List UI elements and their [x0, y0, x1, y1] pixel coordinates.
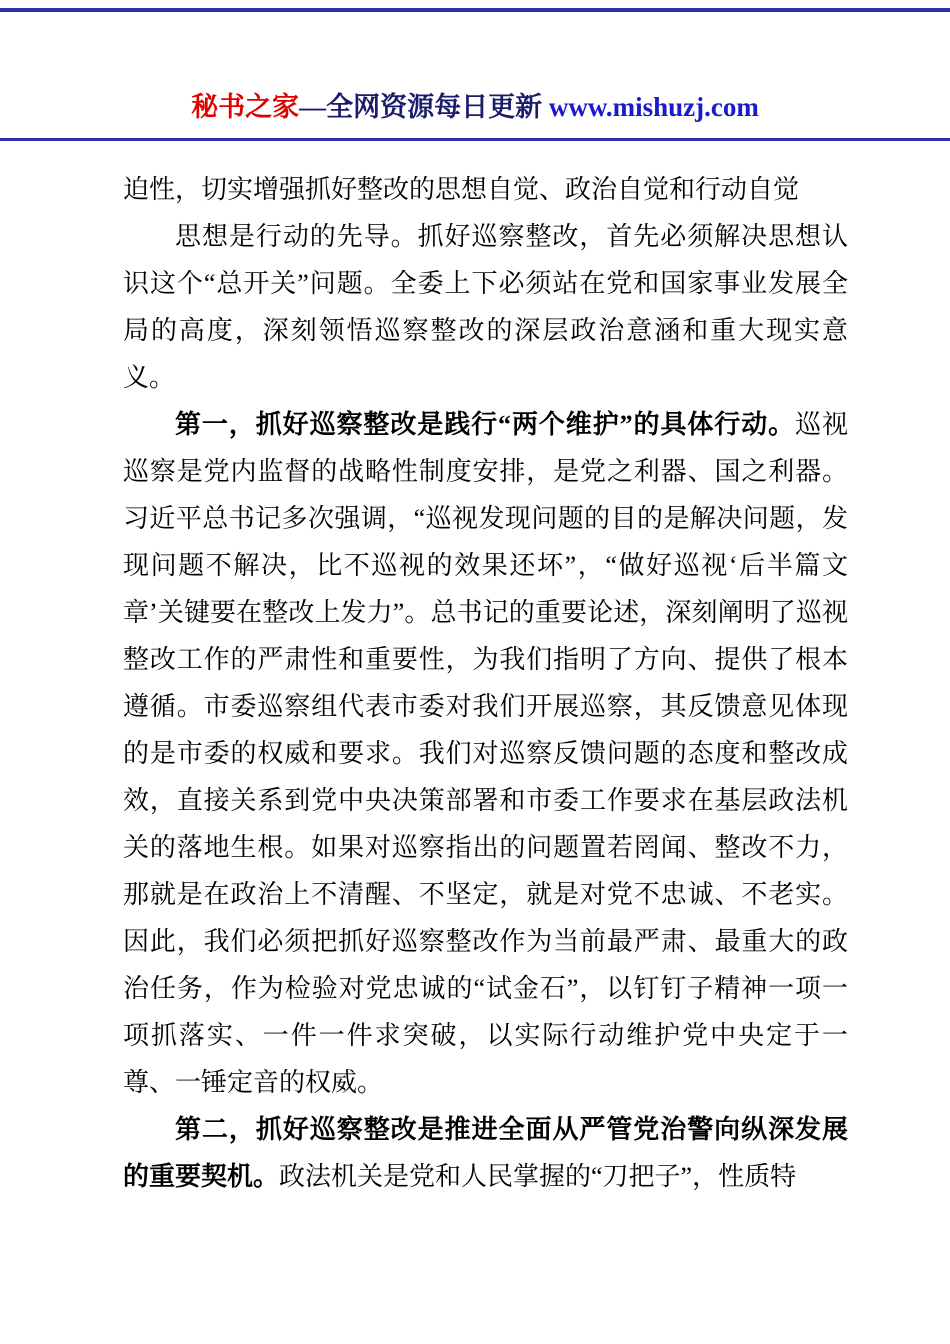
paragraph — [123, 1106, 848, 1200]
bold-text-run: 第二，抓好巡察整改是推进全面从严管党治警向纵深发展的重要契机。 — [123, 1115, 848, 1191]
header-bottom-rule — [0, 138, 950, 141]
brand-name: 秘书之家 — [191, 92, 300, 122]
paragraph — [123, 401, 848, 1106]
header-top-rule — [0, 8, 950, 12]
document-body — [123, 166, 848, 1200]
text-run: 思想是行动的先导。抓好巡察整改，首先必须解决思想认识这个“总开关”问题。全委上下必须站在党和国家事业发展全局的高度，深刻领悟巡察整改的深层政治意涵和重大现实意义。 — [123, 222, 848, 392]
paragraph — [123, 166, 848, 213]
site-header — [0, 90, 950, 124]
bold-text-run: 第一，抓好巡察整改是践行“两个维护”的具体行动。 — [175, 410, 796, 439]
header-tagline: —全网资源每日更新 — [299, 92, 549, 122]
text-run: 政法机关是党和人民掌握的“刀把子”，性质特 — [279, 1162, 797, 1191]
text-run: 迫性，切实增强抓好整改的思想自觉、政治自觉和行动自觉 — [123, 175, 800, 204]
text-run: 巡视巡察是党内监督的战略性制度安排，是党之利器、国之利器。习近平总书记多次强调，“巡视发现问题的目的是解决问题，发现问题不解决，比不巡视的效果还坏”，“做好巡视‘后半篇文章’关键要在整改上发力”。总书记的重要论述，深刻阐明了巡视整改工作的严肃性和重要性，为我们指明了方向、提供了根本遵循。市委巡察组代表市委对我们开展巡察，其反馈意见体现的是市委的权威和要求。我们对巡察反馈问题的态度和整改成效，直接关系到党中央决策部署和市委工作要求在基层政法机关的落地生根。如果对巡察指出的问题置若罔闻、整改不力，那就是在政治上不清醒、不坚定，就是对党不忠诚、不老实。因此，我们必须把抓好巡察整改作为当前最严肃、最重大的政治任务，作为检验对党忠诚的“试金石”，以钉钉子精神一项一项抓落实、一件一件求突破，以实际行动维护党中央定于一尊、一锤定音的权威。 — [123, 410, 848, 1097]
header-url-link[interactable]: www.mishuzj.com — [548, 92, 759, 122]
paragraph — [123, 213, 848, 401]
